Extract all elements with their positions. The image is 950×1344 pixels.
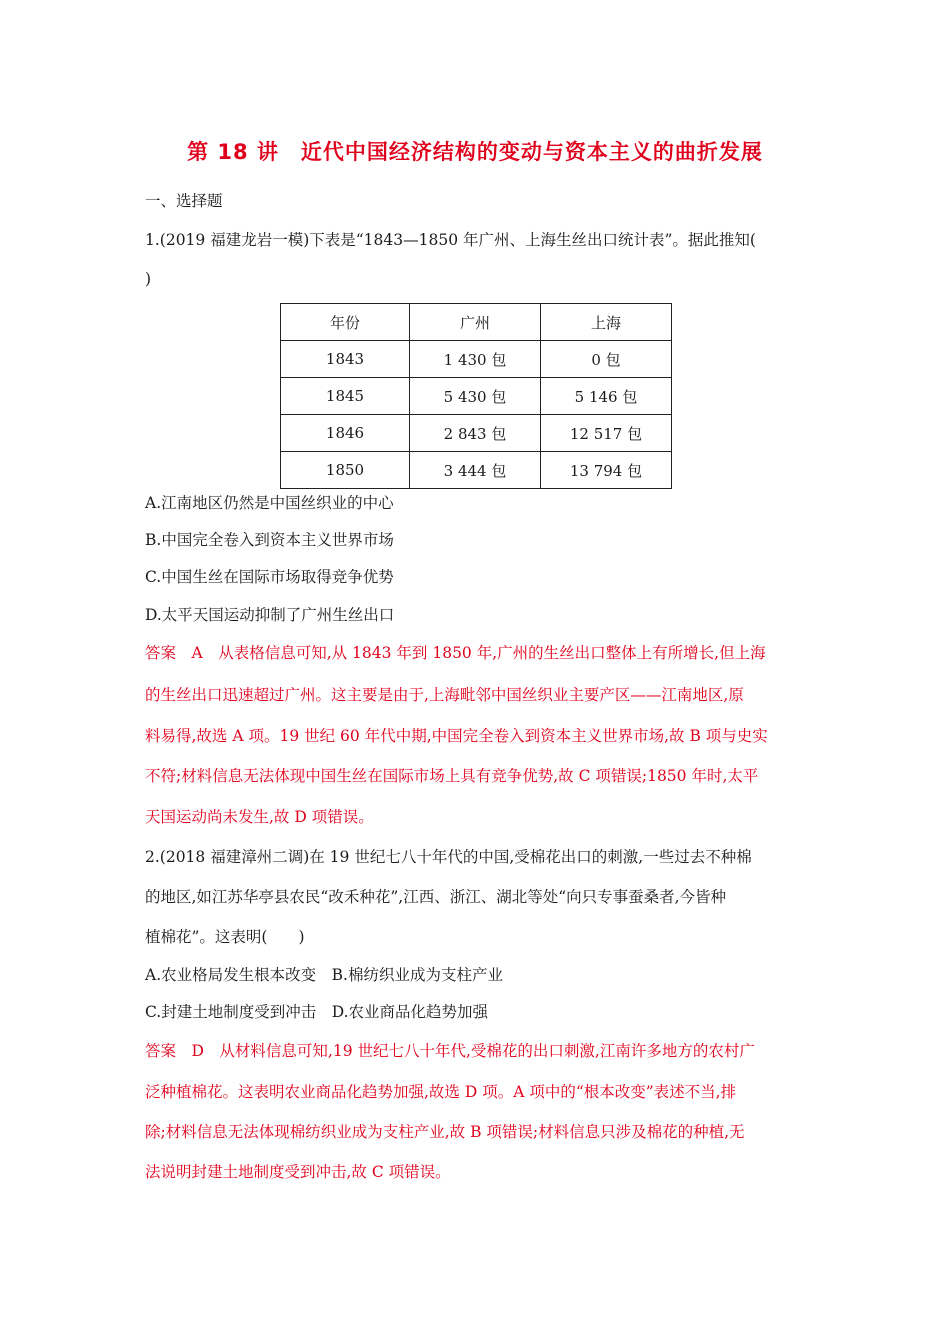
q2-options-row-2: C.封建土地制度受到冲击 D.农业商品化趋势加强 (145, 1003, 489, 1021)
table-header-row (281, 304, 672, 341)
page-title: 第 18 讲 近代中国经济结构的变动与资本主义的曲折发展 (187, 140, 763, 164)
table-row (281, 341, 672, 378)
q1-option-c: C.中国生丝在国际市场取得竞争优势 (145, 568, 394, 586)
q2-stem-line: 植棉花”。这表明( ) (145, 928, 305, 946)
table-cell: 12 517 包 (541, 415, 672, 452)
table-cell: 0 包 (541, 341, 672, 378)
table-row (281, 378, 672, 415)
table-header-cell: 年份 (281, 304, 410, 341)
q1-answer-line: 的生丝出口迅速超过广州。这主要是由于,上海毗邻中国丝织业主要产区——江南地区,原 (145, 686, 744, 704)
table-cell: 1843 (281, 341, 410, 378)
table-cell: 1 430 包 (410, 341, 541, 378)
table-cell: 1846 (281, 415, 410, 452)
table-row (281, 452, 672, 489)
table-cell: 3 444 包 (410, 452, 541, 489)
q1-option-b: B.中国完全卷入到资本主义世界市场 (145, 531, 394, 549)
q1-answer-line: 不符;材料信息无法体现中国生丝在国际市场上具有竞争优势,故 C 项错误;1850 年时,太平 (145, 767, 759, 785)
table-cell: 5 430 包 (410, 378, 541, 415)
q2-options-row-1: A.农业格局发生根本改变 B.棉纺织业成为支柱产业 (145, 966, 503, 984)
q1-answer-line: 天国运动尚未发生,故 D 项错误。 (145, 808, 374, 826)
q2-answer-line: 除;材料信息无法体现棉纺织业成为支柱产业,故 B 项错误;材料信息只涉及棉花的种植,无 (145, 1123, 745, 1141)
table-cell: 2 843 包 (410, 415, 541, 452)
section-heading: 一、选择题 (145, 192, 223, 210)
table-cell: 1850 (281, 452, 410, 489)
q1-stem-line-2: ) (145, 270, 152, 288)
table-cell: 5 146 包 (541, 378, 672, 415)
q2-answer-line: 答案 D 从材料信息可知,19 世纪七八十年代,受棉花的出口刺激,江南许多地方的农村广 (145, 1042, 755, 1060)
q1-option-d: D.太平天国运动抑制了广州生丝出口 (145, 606, 395, 624)
q1-answer-line: 料易得,故选 A 项。19 世纪 60 年代中期,中国完全卷入到资本主义世界市场,故 B 项与史实 (145, 727, 768, 745)
table-cell: 13 794 包 (541, 452, 672, 489)
table-header-cell: 上海 (541, 304, 672, 341)
q2-answer-line: 泛种植棉花。这表明农业商品化趋势加强,故选 D 项。A 项中的“根本改变”表述不当,排 (145, 1083, 737, 1101)
q2-stem-line: 的地区,如江苏华亭县农民“改禾种花”,江西、浙江、湖北等处“向只专事蚕桑者,今皆种 (145, 888, 727, 906)
table-cell: 1845 (281, 378, 410, 415)
q2-stem-line: 2.(2018 福建漳州二调)在 19 世纪七八十年代的中国,受棉花出口的刺激,一些过去不种棉 (145, 848, 752, 866)
silk-export-table (280, 303, 672, 489)
table-row (281, 415, 672, 452)
q1-option-a: A.江南地区仍然是中国丝织业的中心 (145, 494, 394, 512)
q1-stem-line-1: 1.(2019 福建龙岩一模)下表是“1843—1850 年广州、上海生丝出口统计表”。据此推知( (145, 231, 756, 249)
table-header-cell: 广州 (410, 304, 541, 341)
q2-answer-line: 法说明封建土地制度受到冲击,故 C 项错误。 (145, 1163, 451, 1181)
q1-answer-line: 答案 A 从表格信息可知,从 1843 年到 1850 年,广州的生丝出口整体上有所增长,但上海 (145, 644, 766, 662)
